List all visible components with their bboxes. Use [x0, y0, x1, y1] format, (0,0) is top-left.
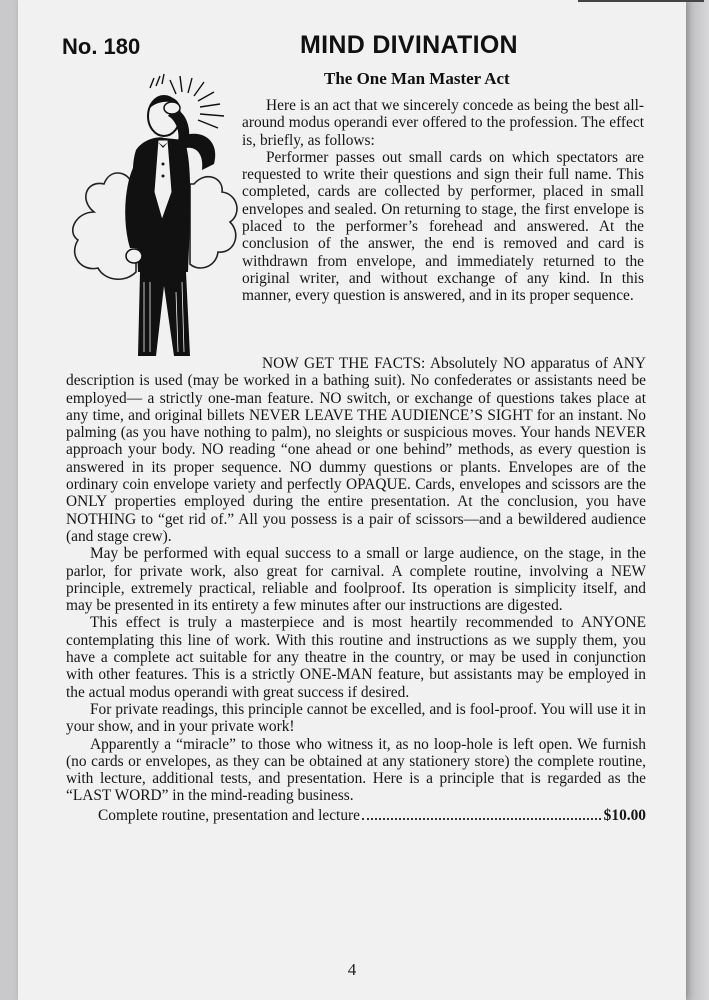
page-number: 4 [347, 960, 357, 979]
price-label: Complete routine, presentation and lecture [98, 806, 360, 824]
mentalist-performer-illustration [64, 72, 244, 357]
price-value: $10.00 [603, 806, 646, 824]
paragraph-performance: May be performed with equal success to a small or large audience, on the stage, in the parlor, for private work, also great for carnival. A complete routine, involving a NEW principle, extremely practical, reliable and foolproof. Its operation is simplicity itself, and may be presented in its entirety a few minutes after our instructions are digested. [66, 545, 646, 615]
paragraph-facts: NOW GET THE FACTS: Absolutely NO apparatus of ANY description is used (may be worked in a bathing suit). No confederates or assistants need be employed— a strictly one-man feature. NO switch, or exchange of questions takes place at any time, and original billets NEVER LEAVE THE AUDIENCE’S SIGHT for an instant. No palming (as you have nothing to palm), no sleights or suspicious moves. Your hands NEVER approach your body. NO reading “one ahead or one behind” methods, as every question is answered in its proper sequence. NO dummy questions or plants. Envelopes are of the ordinary coin envelope variety and perfectly OPAQUE. Cards, envelopes and scissors are the ONLY properties employed during the entire presentation. At the conclusion, you have NOTHING to “get rid of.” All you possess is a pair of scissors—and a bewildered audience (and stage crew). [66, 355, 646, 545]
page-title: MIND DIVINATION [300, 31, 518, 59]
subtitle: The One Man Master Act [324, 69, 510, 88]
top-rule [578, 0, 704, 2]
book-edge [686, 0, 709, 1000]
intro-text [242, 97, 644, 305]
catalog-number: No. 180 [62, 34, 141, 59]
paragraph-private-readings: For private readings, this principle cannot be excelled, and is fool-proof. You will use it in your show, and in your private work! [66, 700, 646, 736]
paragraph-intro: Here is an act that we sincerely concede as being the best all-around modus operandi ever offered to the profession. The effect is, briefly, as follows: [242, 97, 644, 149]
leader-dots [362, 818, 601, 820]
paragraph-masterpiece: This effect is truly a masterpiece and is most heartily recommended to ANYONE contemplating this line of work. With this routine and instructions as we supply them, you have a complete act suitable for any theatre in the country, or may be used in conjunction with other features. This is a strictly ONE-MAN feature, but assistants may be employed in the actual modus operandi with great success if desired. [66, 614, 646, 701]
catalog-page [18, 0, 686, 1000]
paragraph-effect: Performer passes out small cards on which spectators are requested to write their questions and sign their full name. This completed, cards are collected by performer, placed in small envelopes and sealed. On returning to stage, the first envelope is placed to the performer’s forehead and answered. At the conclusion of the answer, the end is removed and card is withdrawn from envelope, and immediately returned to the original writer, and without exchange of any kind. In this manner, every question is answered, and in its proper sequence. [242, 148, 644, 305]
main-text [66, 355, 646, 824]
price-line [66, 807, 646, 824]
paragraph-miracle: Apparently a “miracle” to those who witness it, as no loop-hole is left open. We furnish (no cards or envelopes, as they can be obtained at any stationery store) the complete routine, with lecture, additional tests, and presentation. Here is a principle that is regarded as the “LAST WORD” in the mind-reading business. [66, 735, 646, 805]
